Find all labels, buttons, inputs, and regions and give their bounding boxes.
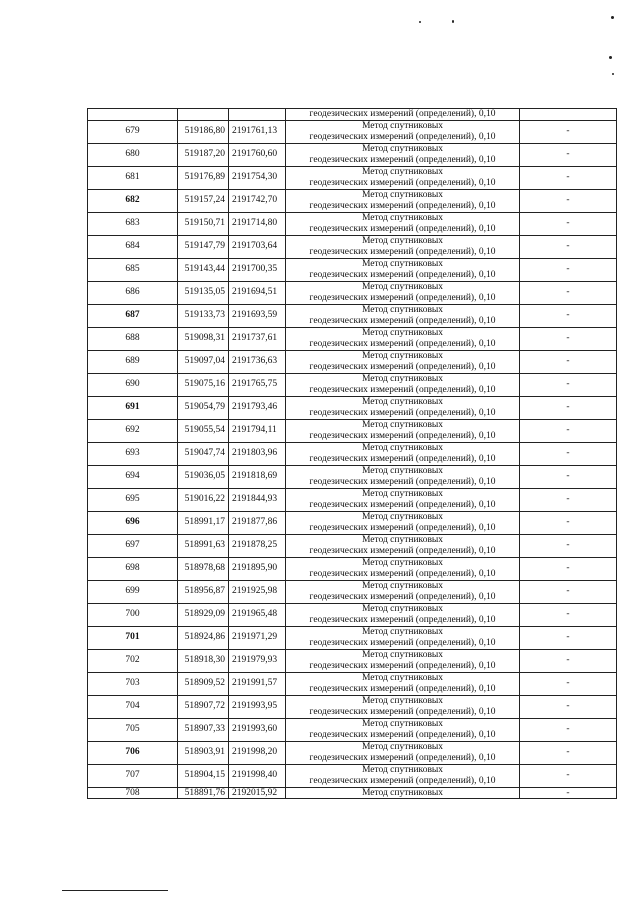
table-row [88,603,617,626]
error-cell: - [520,143,617,166]
x-coordinate-cell: 519016,22 [178,488,229,511]
x-coordinate-cell: 519054,79 [178,396,229,419]
point-number-cell: 702 [88,649,178,672]
method-cell [286,580,520,603]
method-line-2: геодезических измерений (определений), 0,10 [309,177,496,188]
scan-speck [612,73,614,75]
method-line-1: Метод спутниковых [361,443,444,453]
method-cell [286,281,520,304]
method-line-2: геодезических измерений (определений), 0,10 [309,315,496,326]
point-number-cell: 692 [88,419,178,442]
method-cell [286,419,520,442]
method-line-2: геодезических измерений (определений), 0,10 [309,131,496,142]
x-coordinate-cell [178,109,229,121]
error-cell: - [520,281,617,304]
method-line-1: Метод спутниковых [361,696,444,706]
error-cell: - [520,258,617,281]
error-cell: - [520,373,617,396]
x-coordinate-cell: 518991,63 [178,534,229,557]
y-coordinate-cell: 2191742,70 [229,189,286,212]
y-coordinate-cell: 2191761,13 [229,120,286,143]
table-row [88,419,617,442]
y-coordinate-cell: 2191760,60 [229,143,286,166]
method-cell [286,235,520,258]
point-number-cell: 698 [88,557,178,580]
y-coordinate-cell: 2191993,60 [229,718,286,741]
point-number-cell: 707 [88,764,178,787]
method-cell [286,143,520,166]
table-row [88,465,617,488]
point-number-cell: 691 [88,396,178,419]
point-number-cell: 697 [88,534,178,557]
x-coordinate-cell: 518956,87 [178,580,229,603]
error-cell: - [520,120,617,143]
method-line-2: геодезических измерений (определений), 0,10 [309,637,496,648]
y-coordinate-cell: 2191714,80 [229,212,286,235]
y-coordinate-cell: 2191993,95 [229,695,286,718]
method-line-2: геодезических измерений (определений), 0,10 [309,361,496,372]
table-row [88,442,617,465]
method-cell [286,327,520,350]
error-cell: - [520,235,617,258]
method-text: геодезических измерений (определений), 0,10 [309,109,496,119]
y-coordinate-cell: 2191877,86 [229,511,286,534]
error-cell: - [520,350,617,373]
table-row [88,741,617,764]
table-row [88,281,617,304]
x-coordinate-cell: 518991,17 [178,511,229,534]
error-cell: - [520,603,617,626]
table-row [88,511,617,534]
error-cell: - [520,419,617,442]
x-coordinate-cell: 519097,04 [178,350,229,373]
error-cell: - [520,511,617,534]
method-line-2: геодезических измерений (определений), 0,10 [309,522,496,533]
error-cell: - [520,189,617,212]
method-cell [286,109,520,121]
x-coordinate-cell: 519055,54 [178,419,229,442]
method-line-1: Метод спутниковых [361,765,444,775]
table-row [88,396,617,419]
point-number-cell: 689 [88,350,178,373]
method-line-1: Метод спутниковых [361,121,444,131]
method-line-2: геодезических измерений (определений), 0,10 [309,545,496,556]
error-cell [520,109,617,121]
point-number-cell: 688 [88,327,178,350]
method-line-2: геодезических измерений (определений), 0,10 [309,775,496,786]
x-coordinate-cell: 518918,30 [178,649,229,672]
method-line-1: Метод спутниковых [361,512,444,522]
error-cell: - [520,212,617,235]
method-line-1: Метод спутниковых [361,236,444,246]
method-cell [286,741,520,764]
table-row [88,327,617,350]
table-row [88,143,617,166]
point-number-cell: 693 [88,442,178,465]
coordinates-table-body [88,109,617,799]
y-coordinate-cell: 2191818,69 [229,465,286,488]
error-cell: - [520,442,617,465]
scan-speck [452,20,454,23]
method-line-2: геодезических измерений (определений), 0,10 [309,591,496,602]
method-cell [286,672,520,695]
method-cell [286,465,520,488]
method-line-1: Метод спутниковых [361,190,444,200]
point-number-cell: 699 [88,580,178,603]
y-coordinate-cell: 2191754,30 [229,166,286,189]
point-number-cell [88,109,178,121]
scan-speck [611,16,614,19]
error-cell: - [520,580,617,603]
y-coordinate-cell: 2191991,57 [229,672,286,695]
x-coordinate-cell: 519176,89 [178,166,229,189]
method-line-2: геодезических измерений (определений), 0,10 [309,683,496,694]
scan-speck [609,56,612,59]
method-line-1: Метод спутниковых [361,650,444,660]
method-line-1: Метод спутниковых [361,719,444,729]
method-line-1: Метод спутниковых [361,489,444,499]
method-cell [286,695,520,718]
table-row [88,120,617,143]
method-line-1: Метод спутниковых [361,604,444,614]
table-row [88,649,617,672]
method-line-1: Метод спутниковых [361,627,444,637]
table-row [88,189,617,212]
table-row-last [88,787,617,799]
x-coordinate-cell: 518907,72 [178,695,229,718]
error-cell: - [520,741,617,764]
method-line-2: геодезических измерений (определений), 0,10 [309,292,496,303]
table-row [88,488,617,511]
table-row [88,672,617,695]
point-number-cell: 694 [88,465,178,488]
point-number-cell: 690 [88,373,178,396]
table-row [88,718,617,741]
method-cell [286,258,520,281]
y-coordinate-cell: 2191694,51 [229,281,286,304]
error-cell: - [520,672,617,695]
table-row [88,580,617,603]
y-coordinate-cell: 2191925,98 [229,580,286,603]
error-cell: - [520,626,617,649]
method-line-2: геодезических измерений (определений), 0,10 [309,246,496,257]
method-line-1: Метод спутниковых [361,420,444,430]
method-line-2: геодезических измерений (определений), 0,10 [309,499,496,510]
error-cell: - [520,465,617,488]
table-row [88,534,617,557]
error-cell: - [520,695,617,718]
method-line-1: Метод спутниковых [361,282,444,292]
footnote-divider [62,890,168,891]
point-number-cell: 684 [88,235,178,258]
method-line-2: геодезических измерений (определений), 0,10 [309,660,496,671]
x-coordinate-cell: 519157,24 [178,189,229,212]
method-line-2: геодезических измерений (определений), 0,10 [309,430,496,441]
method-line-1: Метод спутниковых [361,673,444,683]
error-cell: - [520,764,617,787]
method-cell [286,718,520,741]
method-line-1: Метод спутниковых [361,144,444,154]
table-row [88,304,617,327]
method-line-2: геодезических измерений (определений), 0,10 [309,729,496,740]
method-cell [286,212,520,235]
y-coordinate-cell: 2191703,64 [229,235,286,258]
method-cell [286,626,520,649]
y-coordinate-cell: 2191736,63 [229,350,286,373]
method-cell: Метод спутниковых [286,787,520,799]
error-cell: - [520,327,617,350]
method-line-1: Метод спутниковых [361,535,444,545]
error-cell: - [520,304,617,327]
method-line-2: геодезических измерений (определений), 0,10 [309,453,496,464]
method-line-1: Метод спутниковых [361,213,444,223]
method-line-2: геодезических измерений (определений), 0,10 [309,407,496,418]
method-line-2: геодезических измерений (определений), 0,10 [309,568,496,579]
point-number-cell: 703 [88,672,178,695]
method-cell [286,488,520,511]
error-cell: - [520,557,617,580]
point-number-cell: 680 [88,143,178,166]
method-line-1: Метод спутниковых [361,167,444,177]
x-coordinate-cell: 519036,05 [178,465,229,488]
x-coordinate-cell: 519047,74 [178,442,229,465]
y-coordinate-cell: 2191737,61 [229,327,286,350]
y-coordinate-cell: 2191693,59 [229,304,286,327]
x-coordinate-cell: 519135,05 [178,281,229,304]
x-coordinate-cell: 518903,91 [178,741,229,764]
method-line-2: геодезических измерений (определений), 0,10 [309,752,496,763]
table-row [88,212,617,235]
table-row [88,166,617,189]
x-coordinate-cell: 519150,71 [178,212,229,235]
x-coordinate-cell: 518891,76 [178,787,229,799]
error-cell: - [520,649,617,672]
y-coordinate-cell: 2191998,20 [229,741,286,764]
method-line-2: геодезических измерений (определений), 0,10 [309,338,496,349]
point-number-cell: 705 [88,718,178,741]
table-row [88,764,617,787]
table-row [88,350,617,373]
method-cell [286,764,520,787]
y-coordinate-cell: 2191803,96 [229,442,286,465]
x-coordinate-cell: 518978,68 [178,557,229,580]
y-coordinate-cell: 2191793,46 [229,396,286,419]
method-line-2: геодезических измерений (определений), 0,10 [309,200,496,211]
error-cell: - [520,396,617,419]
scan-speck [419,21,421,23]
method-line-1: Метод спутниковых [361,328,444,338]
method-cell [286,189,520,212]
point-number-cell: 700 [88,603,178,626]
method-cell [286,304,520,327]
y-coordinate-cell: 2191971,29 [229,626,286,649]
method-cell [286,511,520,534]
y-coordinate-cell: 2191765,75 [229,373,286,396]
method-line-2: геодезических измерений (определений), 0,10 [309,476,496,487]
method-line-2: геодезических измерений (определений), 0,10 [309,154,496,165]
x-coordinate-cell: 519143,44 [178,258,229,281]
table-row [88,235,617,258]
x-coordinate-cell: 518909,52 [178,672,229,695]
y-coordinate-cell: 2191998,40 [229,764,286,787]
method-line-1: Метод спутниковых [361,259,444,269]
method-line-1: Метод спутниковых [361,581,444,591]
table-row-continuation [88,109,617,121]
y-coordinate-cell: 2191979,93 [229,649,286,672]
point-number-cell: 701 [88,626,178,649]
method-line-1: Метод спутниковых [361,466,444,476]
point-number-cell: 695 [88,488,178,511]
method-line-2: геодезических измерений (определений), 0,10 [309,384,496,395]
method-cell [286,603,520,626]
x-coordinate-cell: 519186,80 [178,120,229,143]
table-row [88,557,617,580]
table-row [88,373,617,396]
point-number-cell: 682 [88,189,178,212]
point-number-cell: 706 [88,741,178,764]
method-cell [286,166,520,189]
method-cell [286,396,520,419]
x-coordinate-cell: 518907,33 [178,718,229,741]
error-cell: - [520,787,617,799]
point-number-cell: 687 [88,304,178,327]
point-number-cell: 681 [88,166,178,189]
method-line-1: Метод спутниковых [361,742,444,752]
y-coordinate-cell: 2191895,90 [229,557,286,580]
point-number-cell: 683 [88,212,178,235]
point-number-cell: 704 [88,695,178,718]
point-number-cell: 685 [88,258,178,281]
method-cell [286,534,520,557]
coordinates-table [87,108,617,799]
error-cell: - [520,166,617,189]
method-cell [286,649,520,672]
x-coordinate-cell: 518929,09 [178,603,229,626]
x-coordinate-cell: 519133,73 [178,304,229,327]
table-row [88,258,617,281]
method-cell [286,557,520,580]
error-cell: - [520,488,617,511]
method-cell [286,442,520,465]
x-coordinate-cell: 519098,31 [178,327,229,350]
y-coordinate-cell: 2192015,92 [229,787,286,799]
method-line-1: Метод спутниковых [361,305,444,315]
method-cell [286,373,520,396]
point-number-cell: 679 [88,120,178,143]
y-coordinate-cell: 2191844,93 [229,488,286,511]
method-line-1: Метод спутниковых [361,374,444,384]
method-cell [286,350,520,373]
point-number-cell: 708 [88,787,178,799]
y-coordinate-cell: 2191700,35 [229,258,286,281]
method-line-2: геодезических измерений (определений), 0,10 [309,223,496,234]
y-coordinate-cell: 2191878,25 [229,534,286,557]
method-line-1: Метод спутниковых [361,351,444,361]
y-coordinate-cell: 2191794,11 [229,419,286,442]
x-coordinate-cell: 519147,79 [178,235,229,258]
method-line-2: геодезических измерений (определений), 0,10 [309,269,496,280]
y-coordinate-cell: 2191965,48 [229,603,286,626]
method-cell [286,120,520,143]
table-row [88,626,617,649]
method-line-1: Метод спутниковых [361,397,444,407]
method-line-2: геодезических измерений (определений), 0,10 [309,706,496,717]
x-coordinate-cell: 519075,16 [178,373,229,396]
method-line-1: Метод спутниковых [361,558,444,568]
y-coordinate-cell [229,109,286,121]
error-cell: - [520,534,617,557]
table-row [88,695,617,718]
x-coordinate-cell: 518904,15 [178,764,229,787]
method-line-2: геодезических измерений (определений), 0,10 [309,614,496,625]
point-number-cell: 686 [88,281,178,304]
x-coordinate-cell: 519187,20 [178,143,229,166]
point-number-cell: 696 [88,511,178,534]
x-coordinate-cell: 518924,86 [178,626,229,649]
error-cell: - [520,718,617,741]
